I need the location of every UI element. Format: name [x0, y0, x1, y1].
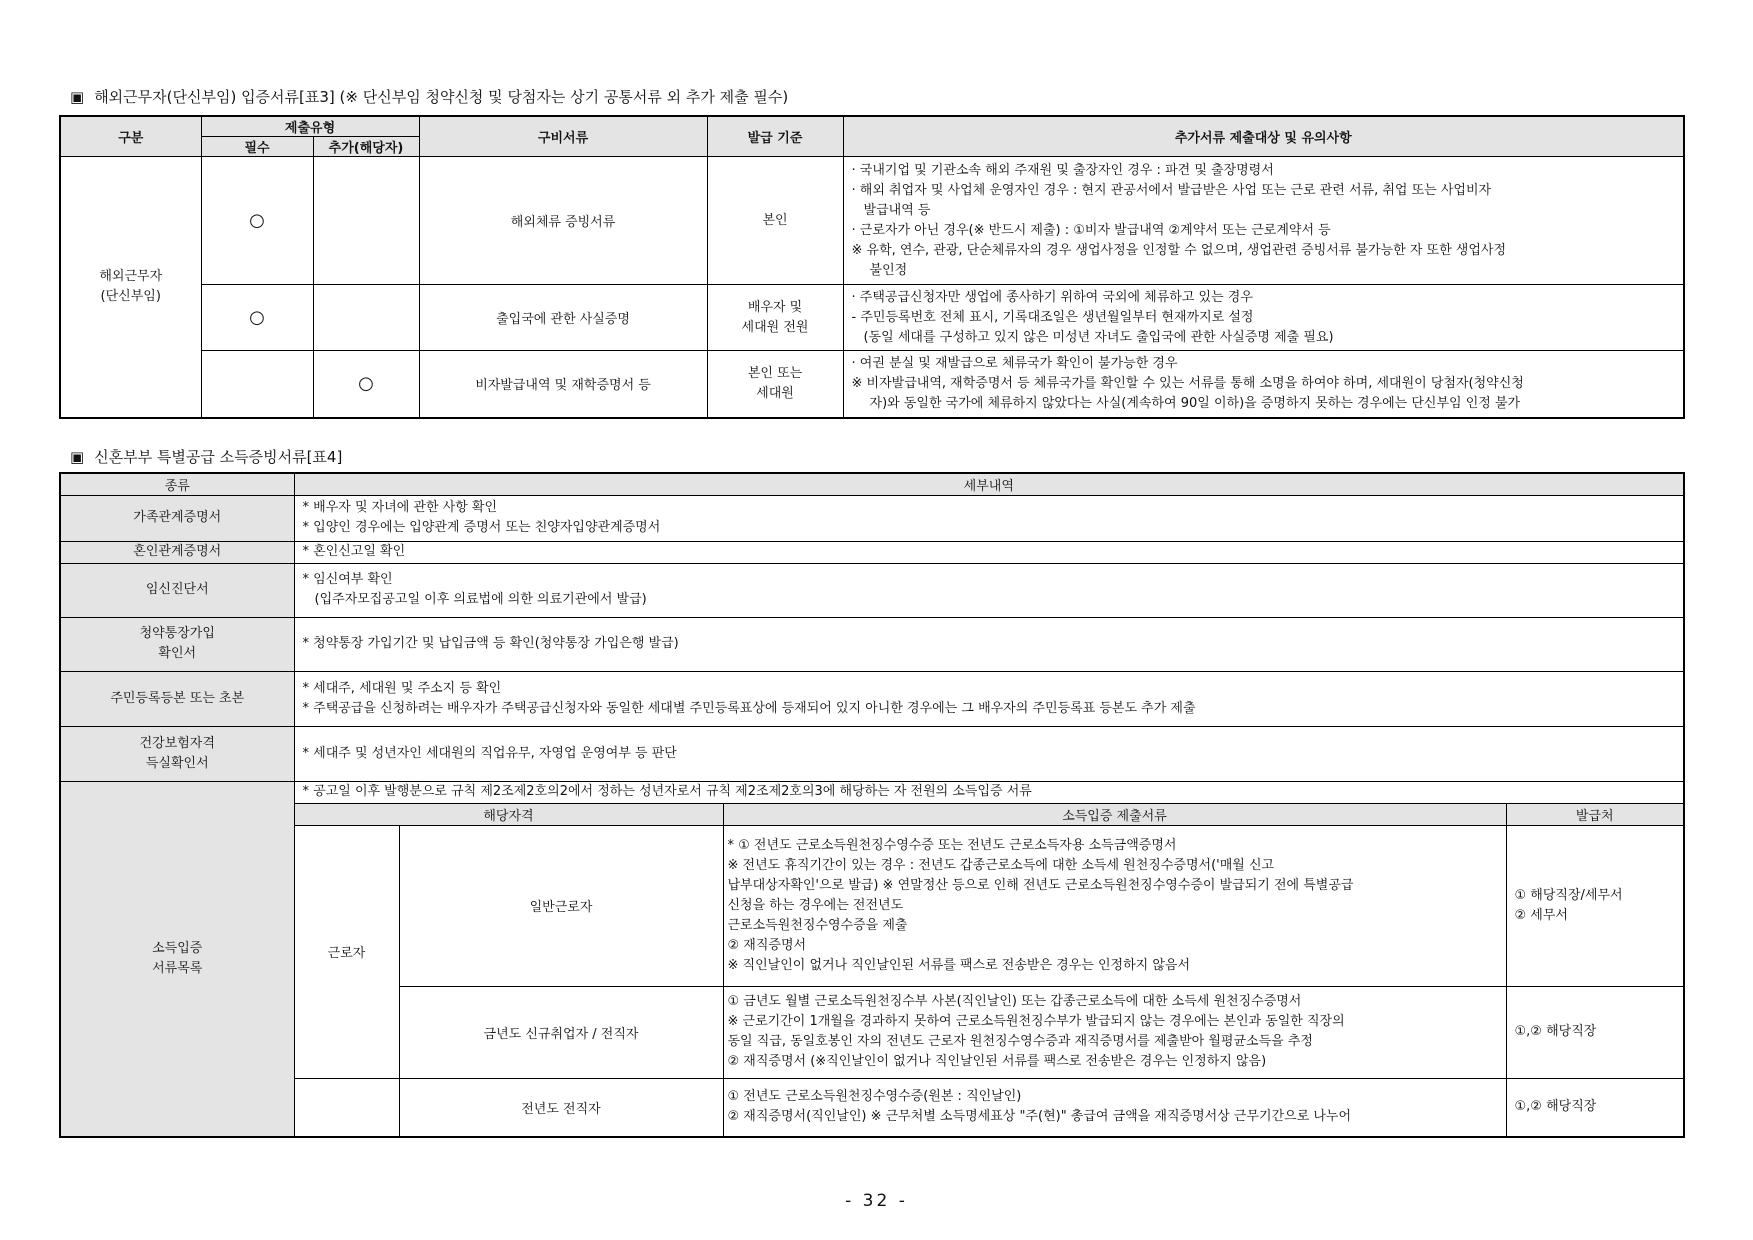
- subheader-qualification: 해당자격: [294, 803, 723, 825]
- doc-line: ② 재직증명서: [727, 937, 807, 953]
- issue-basis-cell: [707, 157, 843, 285]
- group-empty: [294, 1078, 399, 1137]
- issue-basis-line: 본인: [762, 212, 788, 228]
- category-label: (단신부임): [100, 288, 161, 304]
- type-cell: [60, 541, 294, 563]
- square-marker-icon: ▣: [70, 88, 85, 106]
- detail-line: * 입양인 경우에는 입양관계 증명서 또는 친양자입양관계증명서: [302, 520, 661, 535]
- table-row: [60, 1078, 1684, 1137]
- type-label: 임신진단서: [145, 582, 209, 597]
- issue-basis-line: 세대원: [756, 385, 794, 401]
- section-title-text: 신혼부부 특별공급 소득증빙서류[표4]: [94, 448, 343, 466]
- required-mark: ○: [249, 307, 265, 328]
- square-marker-icon: ▣: [70, 448, 85, 466]
- detail-line: * 공고일 이후 발행분으로 규칙 제2조제2호의2에서 정하는 성년자로서 규칙 제2조제2호의3에 해당하는 자 전원의 소득입증 서류: [302, 784, 1032, 799]
- category-cell: [60, 157, 201, 418]
- note-line: 발급내역 등: [863, 202, 931, 218]
- note-line: - 주민등록번호 전체 표시, 기록대조일은 생년월일부터 현재까지로 설정: [851, 309, 1254, 325]
- required-mark: ○: [249, 210, 265, 231]
- issuer-line: ① 해당직장/세무서: [1514, 887, 1623, 903]
- issue-basis-cell: [707, 351, 843, 418]
- table-row: [60, 825, 1684, 986]
- type-label: 건강보험자격: [139, 735, 215, 751]
- type-label: 득실확인서: [145, 755, 209, 771]
- type-label: 혼인관계증명서: [133, 544, 222, 559]
- issuer-line: ①,② 해당직장: [1514, 1024, 1597, 1039]
- header-type: 종류: [60, 473, 294, 495]
- header-category: 구분: [60, 116, 201, 157]
- issue-basis-line: 본인 또는: [747, 365, 803, 381]
- header-details: 세부내역: [294, 473, 1684, 495]
- header-notes: 추가서류 제출대상 및 유의사항: [843, 116, 1684, 157]
- type-label: 소득입증: [152, 940, 203, 956]
- table-row: [60, 351, 1684, 418]
- type-label: 청약통장가입: [139, 626, 215, 641]
- note-line: · 근로자가 아닌 경우(※ 반드시 제출) : ①비자 발급내역 ②계약서 또는 근로계약서 등: [851, 222, 1331, 238]
- table-row: [60, 617, 1684, 671]
- type-cell-income: [60, 781, 294, 1137]
- table-row: [60, 726, 1684, 781]
- table-row: [60, 563, 1684, 617]
- doc-line: 신청을 하는 경우에는 전전년도: [727, 897, 904, 913]
- note-line: ※ 유학, 연수, 관광, 단순체류자의 경우 생업사정을 인정할 수 없으며, 생업관련 증빙서류 불가능한 자 또한 생업사정: [851, 242, 1507, 258]
- type-label: 가족관계증명서: [133, 510, 222, 525]
- table-row: [60, 781, 1684, 803]
- qualification-cell: 일반근로자: [399, 825, 723, 986]
- doc-line: 납부대상자확인'으로 발급) ※ 연말정산 등으로 인해 전년도 근로소득원천징수영수증이 발급되기 전에 특별공급: [727, 877, 1354, 893]
- note-line: · 해외 취업자 및 사업체 운영자인 경우 : 현지 관공서에서 발급받은 사업 또는 근로 관련 서류, 취업 또는 사업비자: [851, 182, 1492, 198]
- qualification-cell: 금년도 신규취업자 / 전직자: [399, 986, 723, 1078]
- issuer-cell: [1506, 986, 1684, 1078]
- note-line: 자)와 동일한 국가에 체류하지 않았다는 사실(계속하여 90일 이하)을 증명하지 못하는 경우에는 단신부임 인정 불가: [869, 395, 1521, 411]
- issuer-cell: [1506, 825, 1684, 986]
- header-submit-type: 제출유형: [201, 116, 419, 137]
- detail-line: * 세대주 및 성년자인 세대원의 직업유무, 자영업 운영여부 등 판단: [302, 745, 677, 761]
- issue-basis-line: 배우자 및: [747, 299, 803, 315]
- table-row: [60, 157, 1684, 285]
- doc-line: ② 재직증명서(직인날인) ※ 근무처별 소득명세표상 "주(현)" 총급여 금액을 재직증명서상 근무기간으로 나누어: [727, 1109, 1352, 1125]
- income-intro: [294, 781, 1684, 803]
- doc-line: ※ 전년도 휴직기간이 있는 경우 : 전년도 갑종근로소득에 대한 소득세 원천징수증명서('매월 신고: [727, 857, 1275, 873]
- note-line: (동일 세대를 구성하고 있지 않은 미성년 자녀도 출입국에 관한 사실증명 제출 필요): [863, 329, 1334, 345]
- type-cell: [60, 726, 294, 781]
- table-income-proof-docs: [59, 472, 1685, 1138]
- issuer-line: ② 세무서: [1514, 907, 1568, 923]
- doc-line: * ① 전년도 근로소득원천징수영수증 또는 전년도 근로소득자용 소득금액증명서: [727, 837, 1177, 853]
- type-cell: [60, 671, 294, 726]
- note-line: · 국내기업 및 기관소속 해외 주재원 및 출장자인 경우 : 파견 및 출장명령서: [851, 162, 1274, 178]
- group-cell: 근로자: [294, 825, 399, 1078]
- header-required: 필수: [201, 137, 313, 157]
- details-cell: [294, 617, 1684, 671]
- notes-cell: [843, 351, 1684, 418]
- table-row: [60, 671, 1684, 726]
- document-cell: 해외체류 증빙서류: [419, 157, 707, 285]
- document-cell: 비자발급내역 및 재학증명서 등: [419, 351, 707, 418]
- qualification-cell: 전년도 전직자: [399, 1078, 723, 1137]
- table-overseas-worker-docs: [59, 115, 1685, 419]
- issue-basis-line: 세대원 전원: [741, 319, 809, 335]
- detail-line: * 세대주, 세대원 및 주소지 등 확인: [302, 680, 502, 696]
- type-label: 주민등록등본 또는 초본: [110, 690, 245, 706]
- header-issue-basis: 발급 기준: [707, 116, 843, 157]
- detail-line: (입주자모집공고일 이후 의료법에 의한 의료기관에서 발급): [314, 592, 647, 607]
- detail-line: * 주택공급을 신청하려는 배우자가 주택공급신청자와 동일한 세대별 주민등록표상에 등재되어 있지 아니한 경우에는 그 배우자의 주민등록표 등본도 추가 제출: [302, 700, 1196, 716]
- type-cell: [60, 563, 294, 617]
- table-row: [60, 541, 1684, 563]
- issuer-cell: [1506, 1078, 1684, 1137]
- additional-empty: [313, 157, 419, 285]
- doc-line: ※ 근로기간이 1개월을 경과하지 못하여 근로소득원천징수부가 발급되지 않는 경우에는 본인과 동일한 직장의: [727, 1014, 1345, 1029]
- details-cell: [294, 495, 1684, 541]
- notes-cell: [843, 285, 1684, 351]
- additional-mark: ○: [358, 373, 374, 395]
- documents-cell: [723, 1078, 1506, 1137]
- doc-line: 근로소득원천징수영수증을 제출: [727, 917, 908, 933]
- details-cell: [294, 671, 1684, 726]
- subheader-documents: 소득입증 제출서류: [723, 803, 1506, 825]
- type-label: 확인서: [158, 646, 197, 661]
- note-line: 불인정: [869, 262, 908, 278]
- issue-basis-cell: [707, 285, 843, 351]
- details-cell: [294, 541, 1684, 563]
- detail-line: * 청약통장 가입기간 및 납입금액 등 확인(청약통장 가입은행 발급): [302, 636, 679, 651]
- type-cell: [60, 495, 294, 541]
- doc-line: 동일 직급, 동일호봉인 자의 전년도 근로자 원천징수영수증과 재직증명서를 제출받아 월평균소득을 추정: [727, 1034, 1313, 1049]
- detail-line: * 배우자 및 자녀에 관한 사항 확인: [302, 500, 498, 515]
- doc-line: ② 재직증명서 (※직인날인이 없거나 직인날인된 서류를 팩스로 전송받은 경우는 인정하지 않음): [727, 1054, 1267, 1069]
- section-title-table3: [70, 86, 788, 107]
- section-title-text: 해외근무자(단신부임) 입증서류[표3] (※ 단신부임 청약신청 및 당첨자는 상기 공통서류 외 추가 제출 필수): [94, 88, 789, 106]
- table-row: [60, 495, 1684, 541]
- doc-line: ※ 직인날인이 없거나 직인날인된 서류를 팩스로 전송받은 경우는 인정하지 않음서: [727, 957, 1190, 973]
- details-cell: [294, 726, 1684, 781]
- table-row: [60, 285, 1684, 351]
- notes-cell: [843, 157, 1684, 285]
- detail-line: * 혼인신고일 확인: [302, 544, 406, 559]
- note-line: · 주택공급신청자만 생업에 종사하기 위하여 국외에 체류하고 있는 경우: [851, 289, 1253, 305]
- section-title-table4: [70, 446, 342, 467]
- details-cell: [294, 563, 1684, 617]
- additional-empty: [313, 285, 419, 351]
- type-cell: [60, 617, 294, 671]
- detail-line: * 임신여부 확인: [302, 572, 393, 587]
- note-line: · 여권 분실 및 재발급으로 체류국가 확인이 불가능한 경우: [851, 355, 1178, 371]
- header-document: 구비서류: [419, 116, 707, 157]
- type-label: 서류목록: [152, 960, 203, 976]
- page-number: - 32 -: [845, 1191, 908, 1211]
- category-label: 해외근무자: [99, 268, 163, 284]
- doc-line: ① 금년도 월별 근로소득원천징수부 사본(직인날인) 또는 갑종근로소득에 대한 소득세 원천징수증명서: [727, 994, 1302, 1009]
- documents-cell: [723, 986, 1506, 1078]
- documents-cell: [723, 825, 1506, 986]
- issuer-line: ①,② 해당직장: [1514, 1099, 1597, 1115]
- document-cell: 출입국에 관한 사실증명: [419, 285, 707, 351]
- note-line: ※ 비자발급내역, 재학증명서 등 체류국가를 확인할 수 있는 서류를 통해 소명을 하여야 하며, 세대원이 당첨자(청약신청: [851, 375, 1524, 391]
- subheader-issuer: 발급처: [1506, 803, 1684, 825]
- doc-line: ① 전년도 근로소득원천징수영수증(원본 : 직인날인): [727, 1089, 1022, 1105]
- required-empty: [201, 351, 313, 418]
- header-additional: 추가(해당자): [313, 137, 419, 157]
